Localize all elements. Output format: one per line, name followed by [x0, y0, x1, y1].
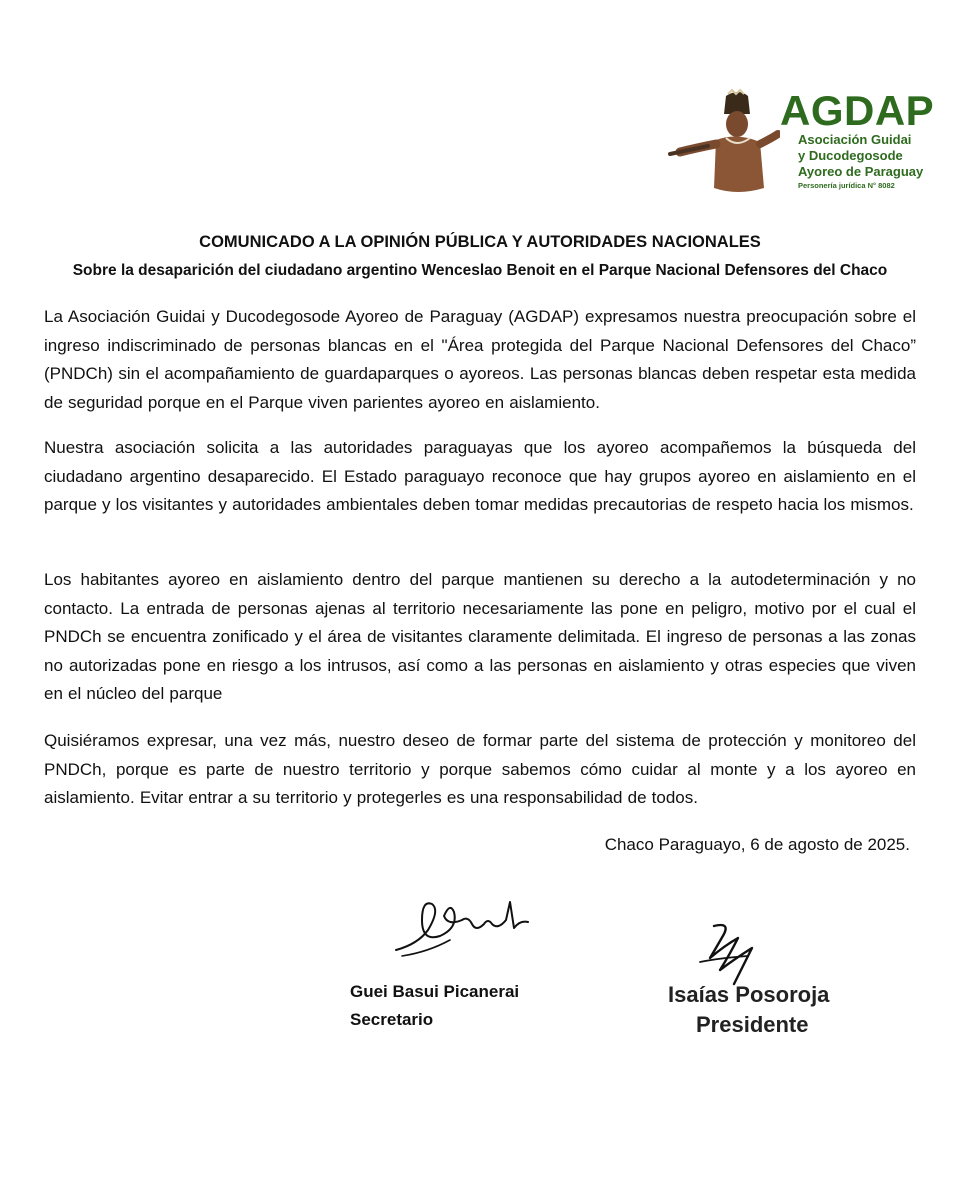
document-subtitle: Sobre la desaparición del ciudadano argentino Wenceslao Benoit en el Parque Nacional Defensores del Chaco [72, 262, 888, 279]
handwritten-signature-secretario-icon [388, 890, 538, 962]
logo-line-3: Ayoreo de Paraguay [798, 164, 924, 179]
paragraph-4: Quisiéramos expresar, una vez más, nuestro deseo de formar parte del sistema de protección y monitoreo del PNDCh, porque es parte de nuestro territorio y porque sabemos cómo cuidar al monte y a los ayoreo en aislamiento. Evitar entrar a su territorio y protegerles es una responsabilidad de todos. [44, 731, 916, 808]
logo-line-1: Asociación Guidai [798, 132, 912, 147]
paragraph-1: La Asociación Guidai y Ducodegosode Ayoreo de Paraguay (AGDAP) expresamos nuestra preocupación sobre el ingreso indiscriminado de personas blancas en el "Área protegida del Parque Nacional Defensores del Chaco” (PNDCh) sin el acompañamiento de guardaparques o ayoreos. Las personas blancas deben respetar esta medida de seguridad porque en el Parque viven parientes ayoreo en aislamiento. [44, 307, 916, 412]
ayoreo-warrior-photo-icon [668, 88, 780, 196]
dateline: Chaco Paraguayo, 6 de agosto de 2025. [604, 835, 910, 854]
signer-1-name: Guei Basui Picanerai [350, 982, 520, 1001]
handwritten-signature-presidente-icon [690, 918, 780, 990]
logo-line-2: y Ducodegosode [798, 148, 903, 163]
logo-acronym: AGDAP [780, 87, 935, 134]
logo-registration: Personería jurídica N° 8082 [798, 181, 895, 190]
signer-1-role: Secretario [350, 1010, 434, 1029]
agdap-logo [668, 87, 935, 198]
logo-association-name [798, 132, 928, 192]
signer-2-role: Presidente [696, 1012, 809, 1037]
signer-2-name: Isaías Posoroja [668, 982, 830, 1007]
paragraph-2: Nuestra asociación solicita a las autoridades paraguayas que los ayoreo acompañemos la búsqueda del ciudadano argentino desaparecido. El Estado paraguayo reconoce que hay grupos ayoreo en aislamiento en el parque y los visitantes y autoridades ambientales deben tomar medidas precautorias de respeto hacia los mismos. [44, 438, 916, 515]
paragraph-3: Los habitantes ayoreo en aislamiento dentro del parque mantienen su derecho a la autodeterminación y no contacto. La entrada de personas ajenas al territorio necesariamente las pone en peligro, motivo por el cual el PNDCh se encuentra zonificado y el área de visitantes claramente delimitada. El ingreso de personas a las zonas no autorizadas pone en riesgo a los intrusos, así como a las personas en aislamiento y otras especies que viven en el núcleo del parque [44, 570, 916, 704]
document-title: COMUNICADO A LA OPINIÓN PÚBLICA Y AUTORIDADES NACIONALES [199, 233, 761, 251]
